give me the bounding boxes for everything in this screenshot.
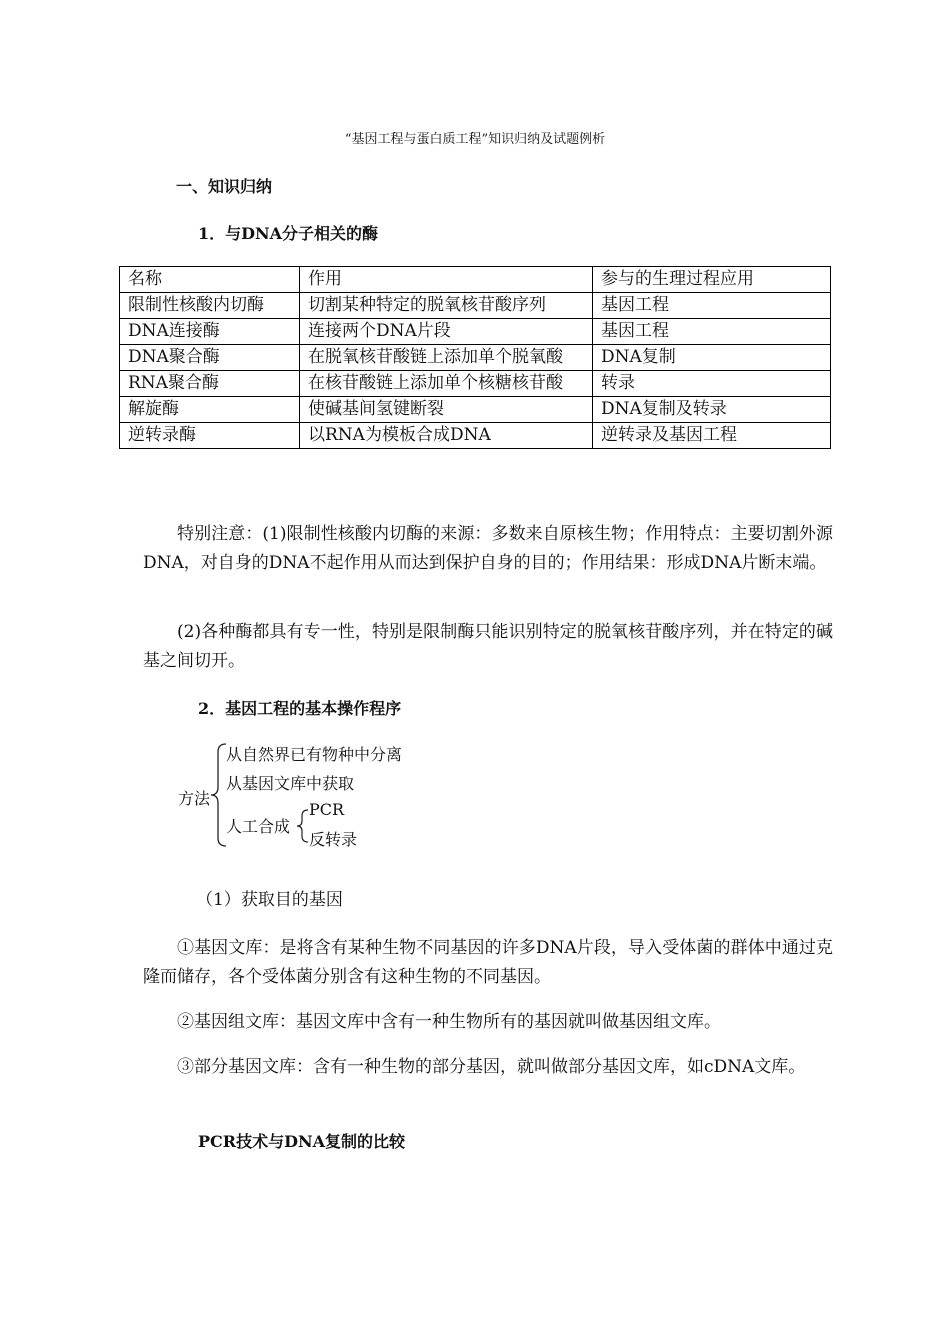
table-cell: 以RNA为模板合成DNA (300, 423, 593, 449)
note-paragraph-2: (2)各种酶都具有专一性，特别是限制酶只能识别特定的脱氧核苷酸序列，并在特定的碱基之间切开。 (143, 622, 833, 671)
table-cell: DNA复制 (593, 345, 831, 371)
table-cell: 在核苷酸链上添加单个核糖核苷酸 (300, 371, 593, 397)
table-cell: 基因工程 (593, 319, 831, 345)
table-cell: 逆转录及基因工程 (593, 423, 831, 449)
table-cell: DNA聚合酶 (120, 345, 300, 371)
table-cell: 转录 (593, 371, 831, 397)
table-cell: 限制性核酸内切酶 (120, 293, 300, 319)
step-get-target-gene: （1）获取目的基因 (196, 890, 343, 910)
outer-brace-icon (211, 744, 226, 846)
inner-brace-icon (297, 810, 308, 842)
table-cell: 切割某种特定的脱氧核苷酸序列 (300, 293, 593, 319)
method-brace-diagram (178, 738, 458, 853)
diagram-item-1: 从自然界已有物种中分离 (226, 745, 403, 764)
table-header-cell: 参与的生理过程应用 (593, 267, 831, 293)
table-header-row (120, 267, 831, 293)
section-heading-knowledge: 一、知识归纳 (176, 177, 273, 196)
table-cell: 解旋酶 (120, 397, 300, 423)
diagram-root-label: 方法 (178, 789, 211, 808)
table-cell: 连接两个DNA片段 (300, 319, 593, 345)
table-cell: 使碱基间氢键断裂 (300, 397, 593, 423)
gene-library-paragraph: ①基因文库：是将含有某种生物不同基因的许多DNA片段，导入受体菌的群体中通过克隆而储存，各个受体菌分别含有这种生物的不同基因。 (143, 938, 833, 987)
table-row (120, 293, 831, 319)
diagram-sub-2: 反转录 (309, 830, 358, 849)
table-row (120, 371, 831, 397)
table-row (120, 397, 831, 423)
heading-pcr-comparison: PCR技术与DNA复制的比较 (198, 1132, 405, 1151)
note-paragraph-1: 特别注意：(1)限制性核酸内切酶的来源：多数来自原核生物；作用特点：主要切割外源DNA，对自身的DNA不起作用从而达到保护自身的目的；作用结果：形成DNA片断末端。 (143, 524, 833, 573)
partial-library-paragraph: ③部分基因文库：含有一种生物的部分基因，就叫做部分基因文库，如cDNA文库。 (177, 1057, 806, 1077)
table-cell: 逆转录酶 (120, 423, 300, 449)
genomic-library-paragraph: ②基因组文库：基因文库中含有一种生物所有的基因就叫做基因组文库。 (177, 1012, 721, 1032)
table-header-cell: 名称 (120, 267, 300, 293)
table-header-cell: 作用 (300, 267, 593, 293)
table-row (120, 319, 831, 345)
table-cell: DNA复制及转录 (593, 397, 831, 423)
table-cell: 在脱氧核苷酸链上添加单个脱氧酸 (300, 345, 593, 371)
table-row (120, 423, 831, 449)
table-cell: 基因工程 (593, 293, 831, 319)
diagram-item-2: 从基因文库中获取 (226, 774, 355, 793)
table-cell: DNA连接酶 (120, 319, 300, 345)
document-title: “基因工程与蛋白质工程”知识归纳及试题例析 (344, 132, 606, 147)
heading-dna-enzymes: 1．与DNA分子相关的酶 (198, 224, 379, 243)
table-cell: RNA聚合酶 (120, 371, 300, 397)
heading-basic-procedure: 2．基因工程的基本操作程序 (198, 699, 402, 718)
diagram-item-3: 人工合成 (226, 817, 291, 836)
diagram-sub-1: PCR (309, 800, 345, 819)
enzyme-table (119, 266, 831, 449)
table-row (120, 345, 831, 371)
